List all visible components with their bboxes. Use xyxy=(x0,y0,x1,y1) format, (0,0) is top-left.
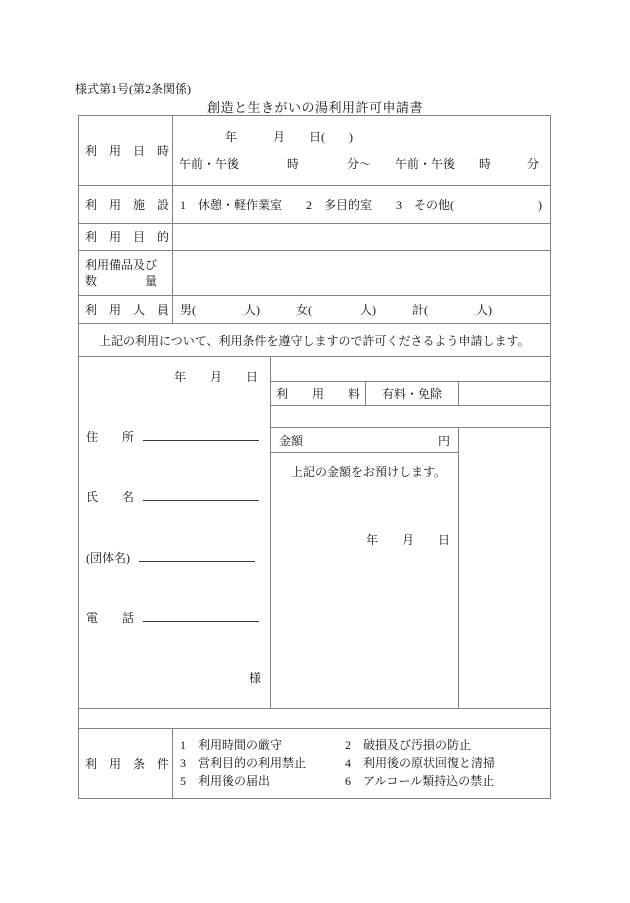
applicant-group-label: (団体名) xyxy=(86,551,130,565)
usage-time-line: 午前・午後 時 分〜 午前・午後 時 分 xyxy=(179,157,540,171)
condition-item-1: 1 利用時間の厳守 xyxy=(180,738,283,752)
amount-box xyxy=(271,428,459,708)
fee-label: 利 用 料 xyxy=(271,382,366,405)
condition-item-5: 5 利用後の届出 xyxy=(180,774,271,788)
applicant-column xyxy=(79,357,271,708)
usage-equipment-label xyxy=(79,251,173,295)
application-table xyxy=(78,115,551,799)
fee-column xyxy=(271,357,550,708)
conditions-line-2 xyxy=(180,754,550,772)
applicant-name-label: 氏 名 xyxy=(86,490,135,504)
fee-value-blank-cell xyxy=(459,382,550,405)
applicant-address-row xyxy=(86,428,259,445)
row-usage-purpose xyxy=(79,224,550,251)
amount-area xyxy=(271,428,550,708)
conditions-label: 利 用 条 件 xyxy=(79,729,173,798)
applicant-date-line: 年 月 日 xyxy=(173,370,258,384)
spacer-row xyxy=(79,709,550,729)
amount-label: 金額 xyxy=(279,433,304,448)
amount-date-line: 年 月 日 xyxy=(366,533,451,547)
row-applicant-fee-section xyxy=(79,357,550,709)
applicant-address-blank-line xyxy=(143,428,259,441)
applicant-name-row xyxy=(86,488,259,505)
conditions-list xyxy=(173,729,550,798)
condition-item-6: 6 アルコール類持込の禁止 xyxy=(345,774,495,788)
applicant-phone-blank-line xyxy=(143,609,259,622)
row-usage-datetime xyxy=(79,116,550,186)
amount-unit-yen: 円 xyxy=(437,433,450,448)
usage-purpose-field xyxy=(173,224,550,250)
pledge-text: 上記の利用について、利用条件を遵守しますので許可くださるよう申請します。 xyxy=(87,333,530,348)
usage-facility-options: 1 休憩・軽作業室 2 多目的室 3 その他( ) xyxy=(180,198,542,212)
conditions-line-1 xyxy=(180,736,550,754)
applicant-address-label: 住 所 xyxy=(86,430,135,444)
applicant-group-blank-line xyxy=(139,549,255,562)
form-title: 創造と生きがいの湯利用許可申請書 xyxy=(206,100,423,115)
fee-options: 有料・免除 xyxy=(366,382,459,405)
form-number: 様式第1号(第2条関係) xyxy=(75,82,191,96)
applicant-phone-label: 電 話 xyxy=(86,611,135,625)
fee-row xyxy=(271,382,550,406)
row-pledge xyxy=(79,324,550,357)
condition-item-3: 3 営利目的の利用禁止 xyxy=(180,756,307,770)
applicant-group-row xyxy=(86,549,255,566)
usage-equipment-field xyxy=(173,251,550,295)
honorific-sama: 様 xyxy=(249,671,262,685)
applicant-phone-row xyxy=(86,609,259,626)
deposit-note: 上記の金額をお預けします。 xyxy=(291,465,447,479)
usage-datetime-label: 利 用 日 時 xyxy=(79,116,173,185)
usage-facility-label: 利 用 施 設 xyxy=(79,186,173,223)
row-usage-equipment xyxy=(79,251,550,296)
fee-top-spacer xyxy=(271,357,550,382)
usage-equipment-label-line2: 数 量 xyxy=(85,274,158,288)
usage-date-line: 年 月 日( ) xyxy=(225,130,353,144)
condition-item-4: 4 利用後の原状回復と清掃 xyxy=(345,756,496,770)
condition-item-2: 2 破損及び汚損の防止 xyxy=(345,738,472,752)
usage-datetime-field xyxy=(173,116,550,185)
fee-mid-spacer xyxy=(271,406,550,428)
row-usage-persons xyxy=(79,296,550,324)
usage-persons-label: 利 用 人 員 xyxy=(79,296,173,323)
amount-header xyxy=(271,428,458,453)
amount-right-blank-cell xyxy=(459,428,550,708)
row-usage-facility xyxy=(79,186,550,224)
usage-persons-value: 男( 人) 女( 人) 計( 人) xyxy=(180,303,492,317)
conditions-line-3 xyxy=(180,772,550,790)
usage-purpose-label: 利 用 目 的 xyxy=(79,224,173,250)
applicant-name-blank-line xyxy=(143,488,259,501)
usage-equipment-label-line1: 利用備品及び xyxy=(85,258,158,272)
row-conditions xyxy=(79,729,550,798)
